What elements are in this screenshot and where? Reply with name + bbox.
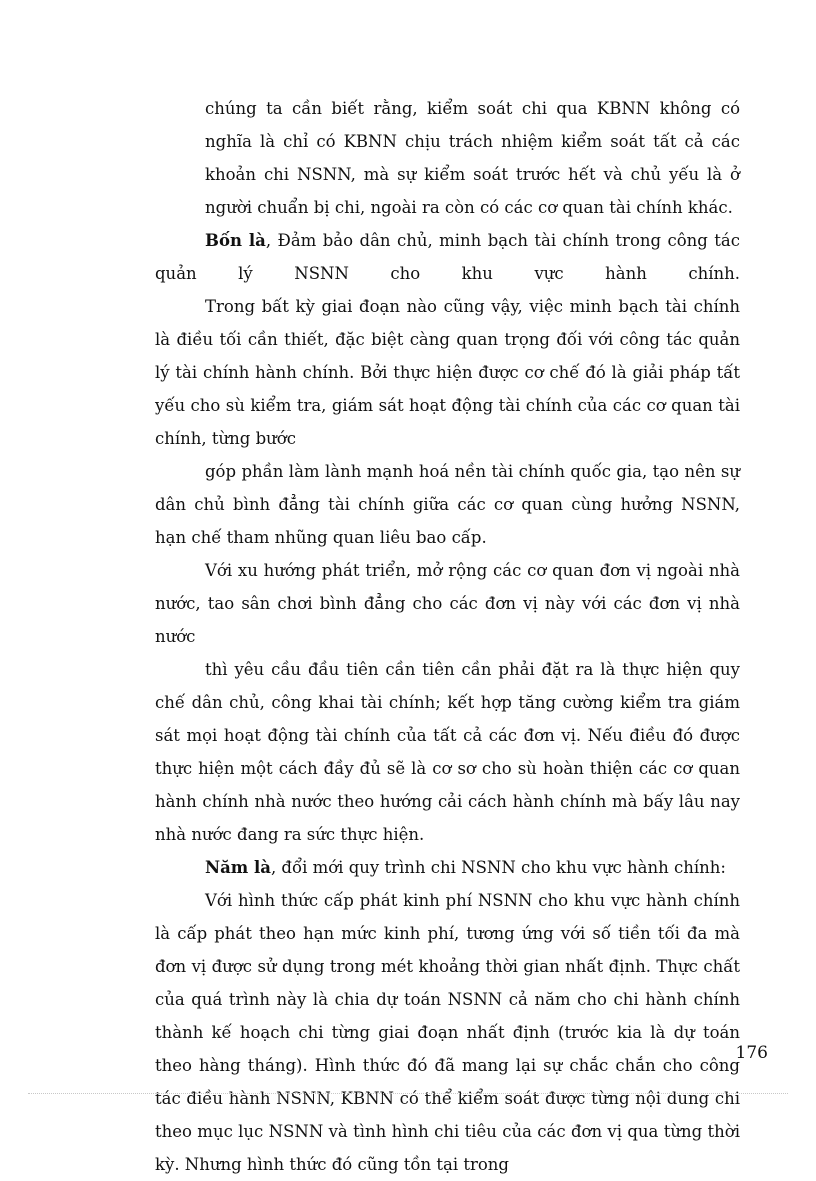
paragraph-point-five: Năm là, đổi mới quy trình chi NSNN cho khu vực hành chính: (205, 858, 726, 877)
paragraph-transparency: Trong bất kỳ giai đoạn nào cũng vậy, việc minh bạch tài chính là điều tối cần thiết, đặc biệt càng quan trọng đối với công tác quản lý tài chính hành chính. Bởi thực hiện được cơ chế đó là giải pháp tất yếu cho sù kiểm tra, giám sát hoạt động tài chính của các cơ quan tài chính, từng bước (155, 297, 740, 448)
paragraph-continuation: chúng ta cần biết rằng, kiểm soát chi qua KBNN không có nghĩa là chỉ có KBNN chịu trách nhiệm kiểm soát tất cả các khoản chi NSNN, mà sự kiểm soát trước hết và chủ yếu là ở người chuẩn bị chi, ngoài ra còn có các cơ quan tài chính khác. (205, 99, 740, 217)
paragraph-healthy-finance: góp phần làm lành mạnh hoá nền tài chính quốc gia, tạo nên sự dân chủ bình đẳng tài chính giữa các cơ quan cùng hưởng NSNN, hạn chế tham nhũng quan liêu bao cấp. (155, 462, 740, 547)
body-text (155, 92, 740, 1181)
footer-divider (28, 1093, 788, 1094)
page-number: 176 (735, 1043, 768, 1063)
paragraph-point-four: Bốn là, Đảm bảo dân chủ, minh bạch tài chính trong công tác quản lý NSNN cho khu vực hành chính. (155, 231, 741, 283)
point-four-lead: Bốn là (205, 231, 266, 250)
paragraph-requirement: thì yêu cầu đầu tiên cần tiên cần phải đặt ra là thực hiện quy chế dân chủ, công khai tài chính; kết hợp tăng cường kiểm tra giám sát mọi hoạt động tài chính của tất cả các đơn vị. Nếu điều đó được thực hiện một cách đầy đủ sẽ là cơ sơ cho sù hoàn thiện các cơ quan hành chính nhà nước theo hướng cải cách hành chính mà bấy lâu nay nhà nước đang ra sức thực hiện. (155, 660, 740, 844)
point-five-lead: Năm là (205, 858, 271, 877)
paragraph-allocation: Với hình thức cấp phát kinh phí NSNN cho khu vực hành chính là cấp phát theo hạn mức kinh phí, tương ứng với số tiền tối đa mà đơn vị được sử dụng trong mét khoảng thời gian nhất định. Thực chất của quá trình này là chia dự toán NSNN cả năm cho chi hành chính thành kế hoạch chi từng giai đoạn nhất định (trước kia là dự toán theo hàng tháng). Hình thức đó đã mang lại sự chắc chắn cho công tác điều hành NSNN, KBNN có thể kiểm soát được từng nội dung chi theo mục lục NSNN và tình hình chi tiêu của các đơn vị qua từng thời kỳ. Nhưng hình thức đó cũng tồn tại trong (155, 891, 740, 1174)
paragraph-trend: Với xu hướng phát triển, mở rộng các cơ quan đơn vị ngoài nhà nước, tao sân chơi bình đẳng cho các đơn vị này với các đơn vị nhà nước (155, 561, 740, 646)
